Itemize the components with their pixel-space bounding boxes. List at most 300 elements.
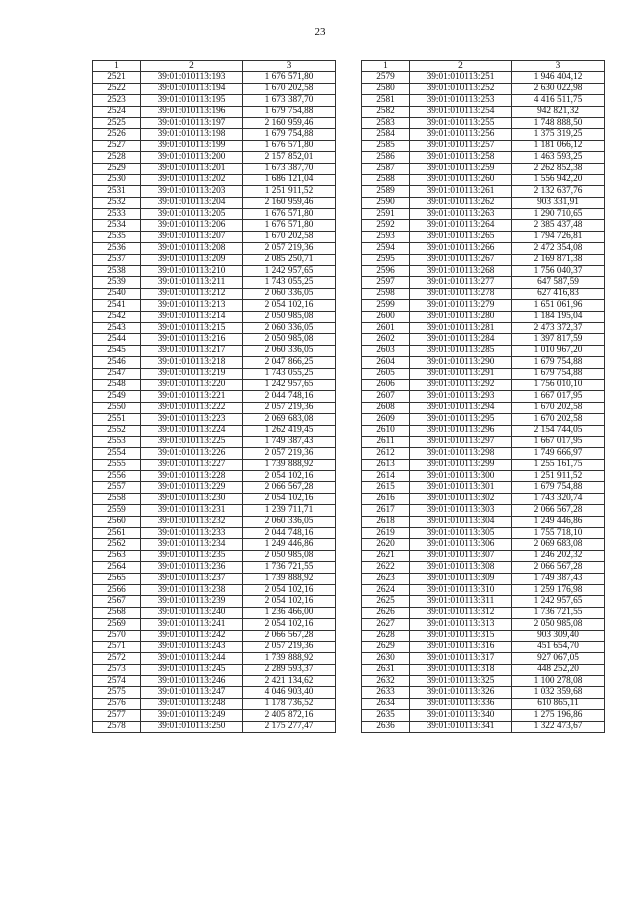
row-number: 2538: [93, 266, 141, 277]
cadastral-value: 2 066 567,28: [512, 505, 605, 516]
table-row: [362, 334, 605, 345]
cadastral-value: 1 251 911,52: [512, 471, 605, 482]
row-number: 2630: [362, 653, 410, 664]
table-row: [93, 311, 336, 322]
table-row: [362, 231, 605, 242]
table-row: [93, 721, 336, 732]
row-number: 2556: [93, 471, 141, 482]
row-number: 2585: [362, 140, 410, 151]
table-row: [362, 630, 605, 641]
row-number: 2565: [93, 573, 141, 584]
cadastral-id: 39:01:010113:197: [141, 117, 243, 128]
cadastral-value: 1 749 666,97: [512, 448, 605, 459]
cadastral-id: 39:01:010113:193: [141, 72, 243, 83]
cadastral-value: 2 630 022,98: [512, 83, 605, 94]
row-number: 2594: [362, 243, 410, 254]
table-row: [362, 721, 605, 732]
table-row: [362, 379, 605, 390]
table-row: [362, 300, 605, 311]
table-row: [93, 676, 336, 687]
table-row: [93, 630, 336, 641]
row-number: 2549: [93, 391, 141, 402]
row-number: 2570: [93, 630, 141, 641]
cadastral-id: 39:01:010113:250: [141, 721, 243, 732]
table-row: [362, 528, 605, 539]
row-number: 2521: [93, 72, 141, 83]
cadastral-value: 1 739 888,92: [243, 653, 336, 664]
cadastral-value: 1 679 754,88: [243, 106, 336, 117]
cadastral-id: 39:01:010113:223: [141, 414, 243, 425]
table-row: [362, 322, 605, 333]
row-number: 2601: [362, 322, 410, 333]
row-number: 2589: [362, 186, 410, 197]
cadastral-value: 2 050 985,08: [243, 311, 336, 322]
table-row: [362, 402, 605, 413]
row-number: 2622: [362, 562, 410, 573]
row-number: 2548: [93, 379, 141, 390]
row-number: 2614: [362, 471, 410, 482]
cadastral-value: 1 749 387,43: [243, 436, 336, 447]
table-row: [362, 220, 605, 231]
table-row: [93, 322, 336, 333]
cadastral-value: 942 821,32: [512, 106, 605, 117]
table-row: [362, 163, 605, 174]
row-number: 2526: [93, 129, 141, 140]
row-number: 2633: [362, 687, 410, 698]
cadastral-id: 39:01:010113:252: [410, 83, 512, 94]
cadastral-id: 39:01:010113:281: [410, 322, 512, 333]
table-row: [93, 562, 336, 573]
cadastral-value: 2 066 567,28: [512, 562, 605, 573]
cadastral-id: 39:01:010113:300: [410, 471, 512, 482]
cadastral-id: 39:01:010113:253: [410, 95, 512, 106]
column-header-value: 3: [243, 61, 336, 72]
table-row: [93, 140, 336, 151]
row-number: 2564: [93, 562, 141, 573]
table-row: [362, 482, 605, 493]
cadastral-id: 39:01:010113:249: [141, 710, 243, 721]
row-number: 2618: [362, 516, 410, 527]
table-row: [362, 414, 605, 425]
row-number: 2566: [93, 584, 141, 595]
table-row: [93, 357, 336, 368]
cadastral-value: 2 060 336,05: [243, 345, 336, 356]
cadastral-value: 2 069 683,08: [243, 414, 336, 425]
table-row: [362, 95, 605, 106]
table-row: [93, 163, 336, 174]
cadastral-value: 927 067,05: [512, 653, 605, 664]
row-number: 2539: [93, 277, 141, 288]
cadastral-id: 39:01:010113:202: [141, 174, 243, 185]
cadastral-value: 1 673 387,70: [243, 95, 336, 106]
row-number: 2590: [362, 197, 410, 208]
table-row: [362, 288, 605, 299]
table-row: [362, 254, 605, 265]
cadastral-table-left: [92, 60, 336, 733]
table-row: [93, 516, 336, 527]
cadastral-id: 39:01:010113:277: [410, 277, 512, 288]
cadastral-value: 1 739 888,92: [243, 459, 336, 470]
column-header-number: 1: [93, 61, 141, 72]
row-number: 2532: [93, 197, 141, 208]
cadastral-id: 39:01:010113:229: [141, 482, 243, 493]
table-row: [93, 528, 336, 539]
cadastral-value: 1 242 957,65: [243, 379, 336, 390]
row-number: 2527: [93, 140, 141, 151]
table-row: [362, 687, 605, 698]
table-row: [362, 83, 605, 94]
table-row: [93, 607, 336, 618]
table-row: [362, 710, 605, 721]
table-row: [93, 459, 336, 470]
row-number: 2550: [93, 402, 141, 413]
cadastral-value: 1 667 017,95: [512, 436, 605, 447]
cadastral-id: 39:01:010113:213: [141, 300, 243, 311]
row-number: 2552: [93, 425, 141, 436]
cadastral-id: 39:01:010113:310: [410, 584, 512, 595]
cadastral-value: 2 057 219,36: [243, 243, 336, 254]
cadastral-value: 1 290 710,65: [512, 209, 605, 220]
cadastral-id: 39:01:010113:312: [410, 607, 512, 618]
cadastral-value: 2 054 102,16: [243, 300, 336, 311]
cadastral-value: 2 473 372,37: [512, 322, 605, 333]
cadastral-id: 39:01:010113:238: [141, 584, 243, 595]
row-number: 2540: [93, 288, 141, 299]
cadastral-value: 2 060 336,05: [243, 322, 336, 333]
cadastral-id: 39:01:010113:290: [410, 357, 512, 368]
table-row: [93, 539, 336, 550]
row-number: 2562: [93, 539, 141, 550]
cadastral-value: 2 066 567,28: [243, 482, 336, 493]
table-header-row: [362, 61, 605, 72]
cadastral-id: 39:01:010113:285: [410, 345, 512, 356]
row-number: 2545: [93, 345, 141, 356]
cadastral-value: 1 670 202,58: [243, 83, 336, 94]
row-number: 2596: [362, 266, 410, 277]
cadastral-value: 451 654,70: [512, 641, 605, 652]
cadastral-id: 39:01:010113:194: [141, 83, 243, 94]
cadastral-id: 39:01:010113:210: [141, 266, 243, 277]
cadastral-value: 1 556 942,20: [512, 174, 605, 185]
cadastral-table-right: [361, 60, 605, 733]
table-row: [362, 459, 605, 470]
row-number: 2525: [93, 117, 141, 128]
row-number: 2629: [362, 641, 410, 652]
cadastral-id: 39:01:010113:316: [410, 641, 512, 652]
cadastral-value: 1 249 446,86: [512, 516, 605, 527]
table-row: [93, 209, 336, 220]
column-header-number: 1: [362, 61, 410, 72]
row-number: 2547: [93, 368, 141, 379]
cadastral-value: 1 679 754,88: [512, 368, 605, 379]
cadastral-value: 2 057 219,36: [243, 641, 336, 652]
table-row: [362, 493, 605, 504]
row-number: 2609: [362, 414, 410, 425]
cadastral-id: 39:01:010113:228: [141, 471, 243, 482]
table-row: [93, 619, 336, 630]
table-row: [362, 653, 605, 664]
cadastral-id: 39:01:010113:237: [141, 573, 243, 584]
row-number: 2598: [362, 288, 410, 299]
row-number: 2593: [362, 231, 410, 242]
table-row: [93, 186, 336, 197]
row-number: 2584: [362, 129, 410, 140]
table-row: [362, 448, 605, 459]
cadastral-id: 39:01:010113:292: [410, 379, 512, 390]
cadastral-value: 1 032 359,68: [512, 687, 605, 698]
row-number: 2583: [362, 117, 410, 128]
table-row: [362, 117, 605, 128]
row-number: 2524: [93, 106, 141, 117]
row-number: 2542: [93, 311, 141, 322]
cadastral-id: 39:01:010113:294: [410, 402, 512, 413]
row-number: 2586: [362, 152, 410, 163]
row-number: 2543: [93, 322, 141, 333]
cadastral-value: 1 743 055,25: [243, 368, 336, 379]
cadastral-id: 39:01:010113:244: [141, 653, 243, 664]
table-row: [362, 676, 605, 687]
cadastral-id: 39:01:010113:325: [410, 676, 512, 687]
row-number: 2573: [93, 664, 141, 675]
row-number: 2578: [93, 721, 141, 732]
cadastral-id: 39:01:010113:254: [410, 106, 512, 117]
table-row: [93, 379, 336, 390]
cadastral-id: 39:01:010113:203: [141, 186, 243, 197]
page-number: 23: [314, 26, 326, 38]
column-header-value: 3: [512, 61, 605, 72]
cadastral-id: 39:01:010113:220: [141, 379, 243, 390]
table-row: [93, 425, 336, 436]
row-number: 2628: [362, 630, 410, 641]
cadastral-value: 1 670 202,58: [243, 231, 336, 242]
table-row: [93, 266, 336, 277]
row-number: 2632: [362, 676, 410, 687]
cadastral-value: 1 259 176,98: [512, 584, 605, 595]
cadastral-value: 1 246 202,32: [512, 550, 605, 561]
cadastral-value: 2 047 866,25: [243, 357, 336, 368]
cadastral-value: 1 255 161,75: [512, 459, 605, 470]
row-number: 2544: [93, 334, 141, 345]
row-number: 2551: [93, 414, 141, 425]
cadastral-value: 1 748 888,50: [512, 117, 605, 128]
table-row: [362, 72, 605, 83]
row-number: 2533: [93, 209, 141, 220]
table-row: [93, 174, 336, 185]
cadastral-value: 1 181 066,12: [512, 140, 605, 151]
cadastral-value: 1 743 055,25: [243, 277, 336, 288]
row-number: 2560: [93, 516, 141, 527]
cadastral-id: 39:01:010113:305: [410, 528, 512, 539]
cadastral-id: 39:01:010113:214: [141, 311, 243, 322]
cadastral-id: 39:01:010113:260: [410, 174, 512, 185]
row-number: 2592: [362, 220, 410, 231]
cadastral-value: 1 679 754,88: [512, 357, 605, 368]
table-row: [362, 596, 605, 607]
cadastral-id: 39:01:010113:211: [141, 277, 243, 288]
table-row: [362, 106, 605, 117]
cadastral-id: 39:01:010113:235: [141, 550, 243, 561]
row-number: 2588: [362, 174, 410, 185]
cadastral-value: 1 397 817,59: [512, 334, 605, 345]
cadastral-id: 39:01:010113:247: [141, 687, 243, 698]
table-row: [93, 698, 336, 709]
cadastral-id: 39:01:010113:336: [410, 698, 512, 709]
table-row: [93, 72, 336, 83]
row-number: 2576: [93, 698, 141, 709]
cadastral-id: 39:01:010113:222: [141, 402, 243, 413]
cadastral-id: 39:01:010113:307: [410, 550, 512, 561]
table-row: [362, 209, 605, 220]
row-number: 2558: [93, 493, 141, 504]
cadastral-id: 39:01:010113:242: [141, 630, 243, 641]
cadastral-id: 39:01:010113:341: [410, 721, 512, 732]
table-row: [93, 83, 336, 94]
table-row: [93, 254, 336, 265]
cadastral-value: 1 242 957,65: [512, 596, 605, 607]
cadastral-id: 39:01:010113:234: [141, 539, 243, 550]
row-number: 2602: [362, 334, 410, 345]
cadastral-value: 4 046 903,40: [243, 687, 336, 698]
cadastral-value: 1 262 419,45: [243, 425, 336, 436]
row-number: 2610: [362, 425, 410, 436]
cadastral-id: 39:01:010113:280: [410, 311, 512, 322]
table-row: [93, 368, 336, 379]
cadastral-id: 39:01:010113:224: [141, 425, 243, 436]
cadastral-id: 39:01:010113:306: [410, 539, 512, 550]
cadastral-value: 1 676 571,80: [243, 220, 336, 231]
cadastral-id: 39:01:010113:243: [141, 641, 243, 652]
row-number: 2634: [362, 698, 410, 709]
table-row: [362, 174, 605, 185]
cadastral-id: 39:01:010113:251: [410, 72, 512, 83]
cadastral-id: 39:01:010113:291: [410, 368, 512, 379]
table-row: [362, 619, 605, 630]
row-number: 2553: [93, 436, 141, 447]
table-row: [93, 129, 336, 140]
row-number: 2612: [362, 448, 410, 459]
cadastral-id: 39:01:010113:212: [141, 288, 243, 299]
cadastral-value: 1 686 121,04: [243, 174, 336, 185]
cadastral-value: 647 587,59: [512, 277, 605, 288]
row-number: 2568: [93, 607, 141, 618]
cadastral-value: 2 057 219,36: [243, 402, 336, 413]
cadastral-value: 1 670 202,58: [512, 402, 605, 413]
row-number: 2606: [362, 379, 410, 390]
table-row: [362, 186, 605, 197]
cadastral-id: 39:01:010113:227: [141, 459, 243, 470]
cadastral-id: 39:01:010113:279: [410, 300, 512, 311]
cadastral-id: 39:01:010113:301: [410, 482, 512, 493]
cadastral-id: 39:01:010113:232: [141, 516, 243, 527]
row-number: 2617: [362, 505, 410, 516]
table-row: [362, 516, 605, 527]
cadastral-id: 39:01:010113:309: [410, 573, 512, 584]
cadastral-value: 1 375 319,25: [512, 129, 605, 140]
row-number: 2569: [93, 619, 141, 630]
cadastral-id: 39:01:010113:236: [141, 562, 243, 573]
cadastral-value: 2 054 102,16: [243, 471, 336, 482]
cadastral-value: 903 309,40: [512, 630, 605, 641]
cadastral-id: 39:01:010113:318: [410, 664, 512, 675]
row-number: 2587: [362, 163, 410, 174]
table-row: [93, 334, 336, 345]
cadastral-value: 1 749 387,43: [512, 573, 605, 584]
cadastral-id: 39:01:010113:298: [410, 448, 512, 459]
cadastral-value: 1 739 888,92: [243, 573, 336, 584]
table-row: [93, 300, 336, 311]
row-number: 2636: [362, 721, 410, 732]
table-row: [93, 448, 336, 459]
table-row: [362, 562, 605, 573]
row-number: 2607: [362, 391, 410, 402]
table-row: [93, 710, 336, 721]
cadastral-id: 39:01:010113:240: [141, 607, 243, 618]
cadastral-value: 2 169 871,38: [512, 254, 605, 265]
row-number: 2604: [362, 357, 410, 368]
table-row: [93, 687, 336, 698]
table-row: [362, 266, 605, 277]
cadastral-value: 1 251 911,52: [243, 186, 336, 197]
table-row: [93, 482, 336, 493]
row-number: 2555: [93, 459, 141, 470]
cadastral-id: 39:01:010113:293: [410, 391, 512, 402]
row-number: 2605: [362, 368, 410, 379]
row-number: 2575: [93, 687, 141, 698]
cadastral-id: 39:01:010113:230: [141, 493, 243, 504]
cadastral-id: 39:01:010113:265: [410, 231, 512, 242]
cadastral-value: 2 060 336,05: [243, 516, 336, 527]
cadastral-value: 1 100 278,08: [512, 676, 605, 687]
cadastral-id: 39:01:010113:257: [410, 140, 512, 151]
cadastral-value: 2 289 593,37: [243, 664, 336, 675]
cadastral-id: 39:01:010113:239: [141, 596, 243, 607]
table-row: [93, 243, 336, 254]
cadastral-id: 39:01:010113:204: [141, 197, 243, 208]
table-row: [362, 140, 605, 151]
row-number: 2625: [362, 596, 410, 607]
cadastral-value: 1 010 967,20: [512, 345, 605, 356]
cadastral-id: 39:01:010113:304: [410, 516, 512, 527]
row-number: 2599: [362, 300, 410, 311]
cadastral-id: 39:01:010113:196: [141, 106, 243, 117]
cadastral-value: 4 416 511,75: [512, 95, 605, 106]
cadastral-id: 39:01:010113:340: [410, 710, 512, 721]
row-number: 2561: [93, 528, 141, 539]
cadastral-id: 39:01:010113:326: [410, 687, 512, 698]
cadastral-value: 1 236 466,00: [243, 607, 336, 618]
row-number: 2580: [362, 83, 410, 94]
table-row: [93, 505, 336, 516]
cadastral-value: 2 160 959,46: [243, 117, 336, 128]
cadastral-value: 1 756 010,10: [512, 379, 605, 390]
cadastral-value: 2 050 985,08: [243, 334, 336, 345]
cadastral-value: 1 755 718,10: [512, 528, 605, 539]
cadastral-value: 2 262 852,38: [512, 163, 605, 174]
cadastral-id: 39:01:010113:245: [141, 664, 243, 675]
row-number: 2541: [93, 300, 141, 311]
cadastral-value: 1 178 736,52: [243, 698, 336, 709]
cadastral-id: 39:01:010113:195: [141, 95, 243, 106]
row-number: 2595: [362, 254, 410, 265]
cadastral-id: 39:01:010113:284: [410, 334, 512, 345]
table-row: [362, 425, 605, 436]
cadastral-id: 39:01:010113:216: [141, 334, 243, 345]
cadastral-value: 1 670 202,58: [512, 414, 605, 425]
cadastral-value: 1 184 195,04: [512, 311, 605, 322]
cadastral-value: 1 322 473,67: [512, 721, 605, 732]
table-header-row: [93, 61, 336, 72]
cadastral-value: 2 066 567,28: [243, 630, 336, 641]
